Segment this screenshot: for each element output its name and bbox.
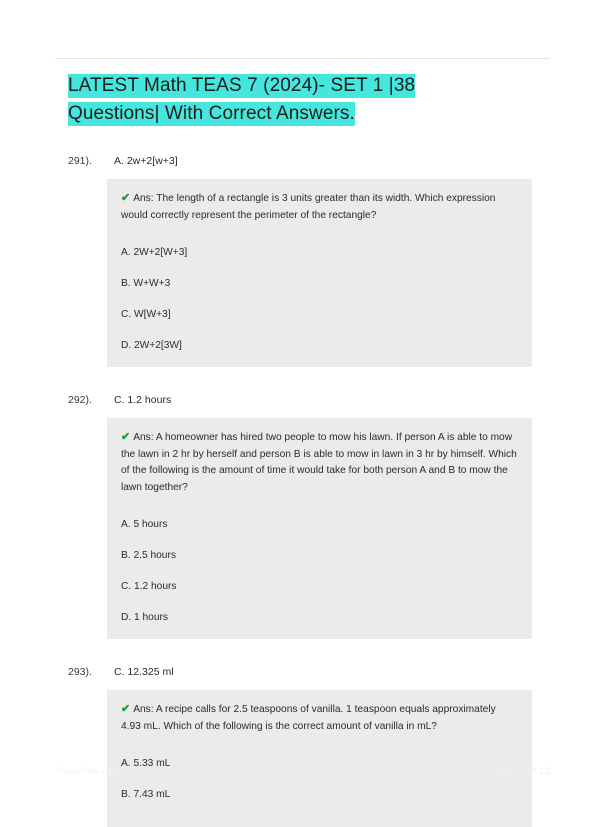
question-number: 291).	[68, 155, 92, 167]
answer-stem-line	[121, 701, 518, 735]
block-spacer	[0, 367, 606, 393]
question-header	[0, 154, 606, 168]
question-answer-summary: C. 1.2 hours	[114, 394, 172, 406]
answer-prefix: Ans:	[133, 432, 154, 443]
question-stem: The length of a rectangle is 3 units greater than its width. Which expression would correctly represent the perimeter of the rectangle?	[121, 193, 496, 221]
answer-prefix: Ans:	[133, 193, 154, 204]
check-icon: ✔	[121, 431, 131, 443]
option-item: C. W[W+3]	[121, 309, 171, 320]
question-stem: A homeowner has hired two people to mow his lawn. If person A is able to mow the lawn in 2 hr by herself and person B is able to mow in lawn in 3 hr by himself. Which of the following is the amount of time it would take for both person A and B to mow the lawn together?	[121, 432, 517, 493]
option-item: B. 7.43 mL	[121, 789, 171, 800]
option-item: C. 1.2 hours	[121, 581, 177, 592]
answer-box	[107, 418, 532, 639]
option-item: A. 5 hours	[121, 519, 168, 530]
answer-box	[107, 690, 532, 827]
answer-box	[107, 179, 532, 367]
question-answer-summary: A. 2w+2[w+3]	[114, 155, 178, 167]
page-number-label: Page 1 of 13	[493, 766, 550, 777]
answer-box-bottom-pad	[121, 803, 518, 827]
option-item: A. 5.33 mL	[121, 758, 171, 769]
page-title-line-1: LATEST Math TEAS 7 (2024)- SET 1 |38	[68, 75, 416, 96]
question-answer-summary: C. 12.325 ml	[114, 666, 174, 678]
check-icon: ✔	[121, 192, 131, 204]
page-title-line-2: Questions| With Correct Answers.	[68, 103, 355, 124]
question-number: 293).	[68, 666, 92, 678]
question-number: 292).	[68, 394, 92, 406]
question-block	[0, 665, 606, 827]
option-item: A. 2W+2[W+3]	[121, 247, 188, 258]
option-item: D. 2W+2[3W]	[121, 340, 182, 351]
question-header	[0, 665, 606, 679]
title-spacer	[0, 128, 606, 154]
document-content	[0, 72, 606, 827]
question-header	[0, 393, 606, 407]
answer-prefix: Ans:	[133, 704, 154, 715]
option-item: D. 1 hours	[121, 612, 168, 623]
answer-stem-line	[121, 190, 518, 224]
watermark-text: PaperTitle.com	[57, 766, 120, 776]
question-block	[0, 154, 606, 367]
check-icon: ✔	[121, 703, 131, 715]
page-title	[0, 72, 606, 128]
option-item: B. 2.5 hours	[121, 550, 176, 561]
question-stem: A recipe calls for 2.5 teaspoons of vanilla. 1 teaspoon equals approximately 4.93 mL. Which of the following is the correct amount of vanilla in mL?	[121, 704, 496, 732]
option-item: B. W+W+3	[121, 278, 171, 289]
page-footer	[0, 766, 606, 786]
question-block	[0, 393, 606, 639]
header-divider	[55, 58, 550, 59]
answer-stem-line	[121, 429, 518, 496]
block-spacer	[0, 639, 606, 665]
